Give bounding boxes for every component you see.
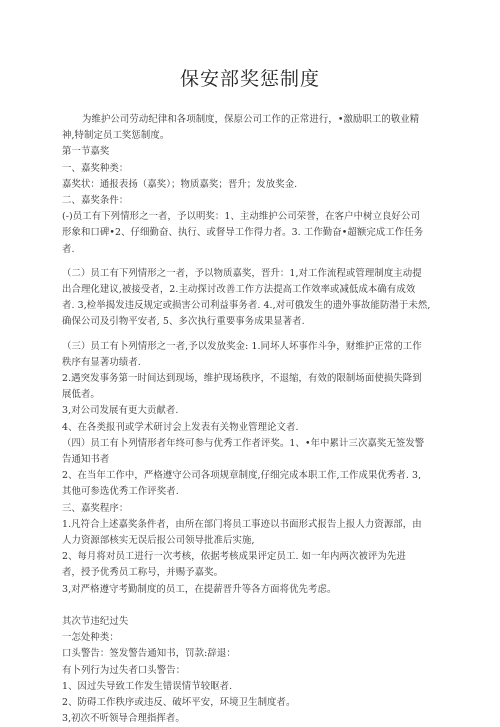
paragraph-line: 人力资源部核实无误后报公司领导批准后实施, — [62, 535, 255, 547]
document-title: 保安部奖惩制度 — [179, 68, 320, 90]
paragraph-line: （四）员工有卜列情形者年终可参与优秀工作者评奖。1、•年中累计三次嘉奖无签发警 — [62, 437, 425, 449]
subsection-heading: 一、嘉奖种类： — [62, 162, 129, 174]
paragraph-line: 1.凡符合上述嘉奖条件者，由所在部门将员工事迹以书面形式报告上报人力资源部，由 — [62, 518, 422, 530]
intro-line: 神,特制定员工奖惩制度。 — [62, 130, 170, 142]
paragraph-line: 2.遇突发事务第一时间达到现场，维护现场秩序，不退缩，有效的限制场面使损失降到 — [62, 373, 422, 385]
paragraph-line: 出合理化建议,被接受者，2.主动探讨改善工作方法提高工作效率或减低成本确有成效 — [62, 284, 416, 296]
intro-line: 为维护公司劳动纪律和各项制度，保原公司工作的正常进行，•激励职工的敬业精 — [82, 114, 420, 125]
paragraph-line: 2、在当年工作中，严格遵守公司各项规章制度,仔细完成本职工作,工作成果优秀者. 3, — [62, 470, 422, 482]
paragraph-gap — [62, 331, 440, 339]
paragraph-line: 其他可参选优秀工作评奖者. — [62, 486, 179, 498]
paragraph-line: 者. 3,检举揭发违反规定或损害公司利益事务者. 4.,对可俄发生的遗外事故能防潜于未然, — [62, 300, 431, 312]
section-heading: 第一节嘉奖 — [62, 146, 110, 158]
document-body — [62, 112, 440, 727]
paragraph-line: 3,对严格遵守考勤制度的员工，在提薪晋升等各方面将优先考虑。 — [62, 583, 337, 595]
subsection-heading: 三、嘉奖程序： — [62, 502, 129, 514]
paragraph-line: 者. — [62, 243, 75, 255]
list-item: 1、因过失导致工作发生错误情节较眍者. — [62, 680, 233, 692]
subsection-heading: 有卜列行为过失者口头警告： — [62, 664, 186, 676]
paragraph-line: 者，授予优秀员工称号，并赐予嘉奖。 — [62, 567, 224, 579]
subsection-heading: 一怎处种类： — [62, 632, 119, 644]
paragraph-gap — [62, 258, 440, 266]
paragraph-line: 秩序有显著功绩者. — [62, 356, 141, 368]
list-item: 2、防碍工作秩序或违反、破坏平安，环境卫生制度者。 — [62, 696, 296, 708]
paragraph-line: 告通知书者 — [62, 454, 110, 466]
paragraph-line: （三）员工有卜列情形之一者,予以发放奖金: 1.同坏人坏事作斗争，财维护正常的工作 — [62, 340, 422, 352]
paragraph-line: 展低者。 — [62, 389, 100, 401]
paragraph-gap — [62, 606, 440, 614]
paragraph-line: （二）员工有下列情形之一者，予以物质嘉奖，晋升：1,对工作流程或管理制度主动提 — [62, 267, 422, 279]
paragraph-gap — [62, 598, 440, 606]
paragraph-line: (-)员工有下列情形之一者，予以明奖：1、主动维护公司荣誉，在客户中树立良好公司 — [62, 211, 420, 223]
list-item: 3,初次不听领导合理指挥者。 — [62, 713, 185, 725]
paragraph-line: 口头警告：签发警告通知书，罚款:辞退： — [62, 648, 236, 660]
paragraph-line: 确保公司及引物平安者, 5、多次执行重要事务成果显著者. — [62, 316, 305, 328]
paragraph-line: 嘉奖状：通报表扬（嘉奖）；物质嘉奖；晋升；发放奖金. — [62, 178, 298, 190]
paragraph-line: 3,对公司发展有更大贡献者. — [62, 405, 179, 417]
section-heading: 其次节违纪过失 — [62, 615, 129, 627]
subsection-heading: 二、嘉奖条件： — [62, 195, 129, 207]
paragraph-line: 形象和口碑•2、仔细勤奋、执行、或督导工作得力者。3. 工作勤奋•超额完成工作任务 — [62, 227, 424, 239]
paragraph-line: 4、在各类报刊或学术研讨会上发表有关物业管理论文者. — [62, 421, 299, 433]
paragraph-line: 2、每月将对员工进行一次考核，依据考核成果评定员工. 如一年内两次被评为先进 — [62, 551, 406, 563]
